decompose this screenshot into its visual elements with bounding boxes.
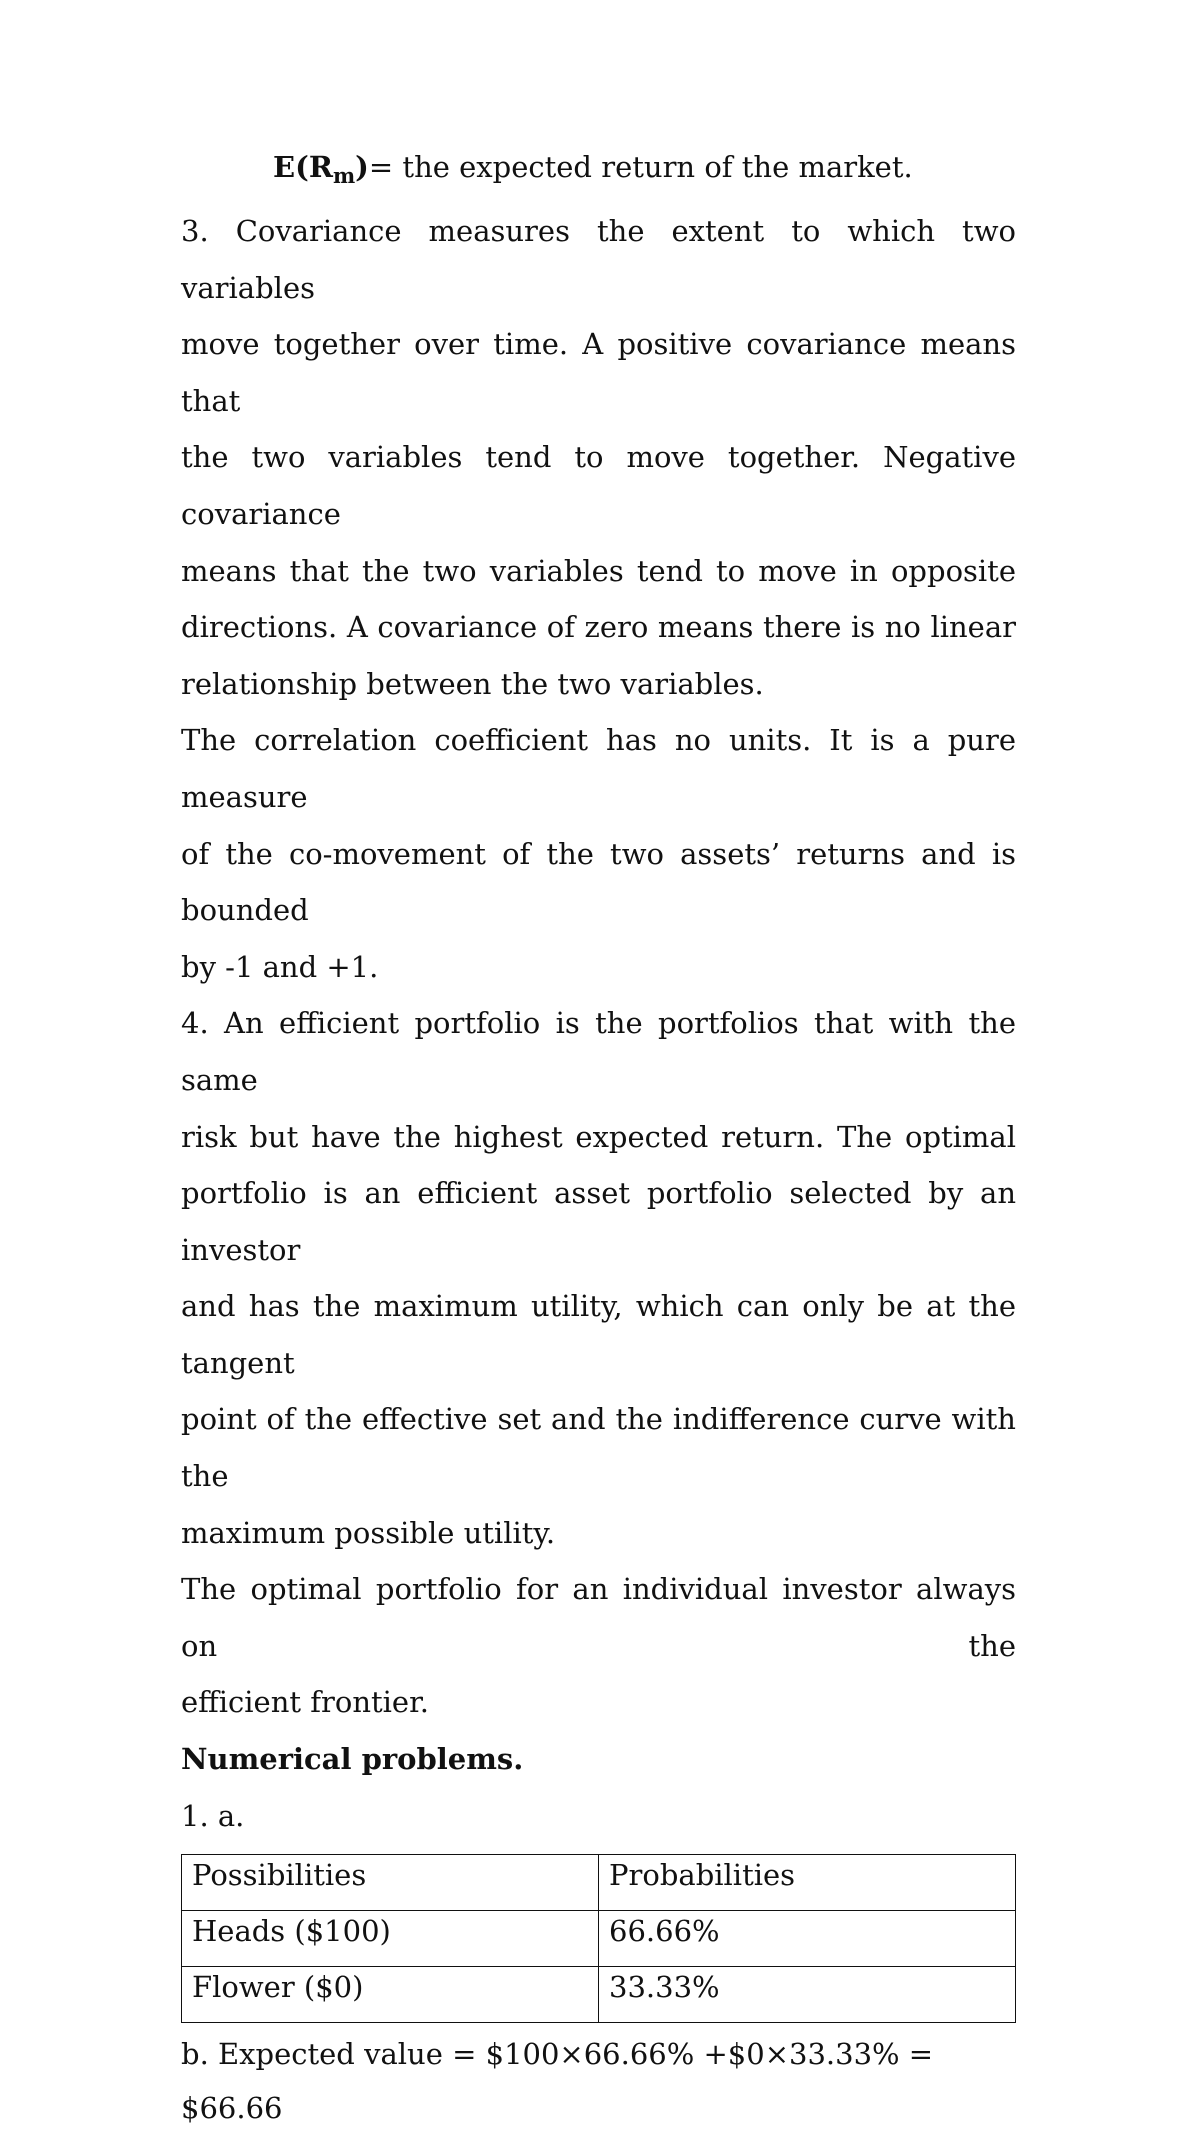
correlation-paragraph xyxy=(181,712,1016,995)
efficient-line: portfolio is an efficient asset portfolio selected by an investor xyxy=(181,1176,1016,1267)
table-header-cell: Possibilities xyxy=(182,1855,599,1911)
correlation-line: of the co-movement of the two assets’ returns and is bounded xyxy=(181,836,1016,928)
efficient-line: 4. An efficient portfolio is the portfolios that with the same xyxy=(181,1006,1016,1097)
formula-suffix: ) xyxy=(355,150,369,184)
efficient-line: and has the maximum utility, which can only be at the tangent xyxy=(181,1289,1016,1380)
probability-table xyxy=(181,1854,1016,2023)
efficient-line: maximum possible utility. xyxy=(181,1515,556,1550)
optimal-portfolio-paragraph xyxy=(181,1561,1016,1731)
correlation-line: by -1 and +1. xyxy=(181,949,379,984)
optimal-line: The optimal portfolio for an individual investor always on the xyxy=(181,1572,1016,1663)
covariance-line: 3. Covariance measures the extent to which two variables xyxy=(181,214,1016,305)
covariance-line: directions. A covariance of zero means there is no linear xyxy=(181,610,1016,645)
covariance-line: relationship between the two variables. xyxy=(181,666,764,701)
formula-subscript: m xyxy=(332,163,356,188)
table-row xyxy=(182,1967,1016,2023)
formula-symbol: R xyxy=(308,150,333,184)
efficient-line: risk but have the highest expected return. The optimal xyxy=(181,1119,1016,1154)
covariance-paragraph xyxy=(181,203,1016,712)
document-page xyxy=(181,140,1016,2135)
table-header-cell: Probabilities xyxy=(599,1855,1016,1911)
correlation-line: The correlation coefficient has no units. It is a pure measure xyxy=(181,723,1016,814)
table-row xyxy=(182,1911,1016,1967)
table-cell: 33.33% xyxy=(599,1967,1016,2023)
table-header-row xyxy=(182,1855,1016,1911)
problem-label: 1. a. xyxy=(181,1798,245,1833)
efficient-line: point of the effective set and the indifference curve with the xyxy=(181,1402,1016,1494)
table-cell: Flower ($0) xyxy=(182,1967,599,2023)
section-heading: Numerical problems. xyxy=(181,1742,524,1777)
market-return-formula xyxy=(181,140,1016,203)
formula-description: = the expected return of the market. xyxy=(368,150,913,184)
table-cell: 66.66% xyxy=(599,1911,1016,1967)
efficient-portfolio-paragraph xyxy=(181,995,1016,1561)
optimal-line: efficient frontier. xyxy=(181,1685,429,1720)
expected-value-line: b. Expected value = $100×66.66% +$0×33.33% = $66.66 xyxy=(181,2037,934,2126)
table-cell: Heads ($100) xyxy=(182,1911,599,1967)
formula-prefix: E( xyxy=(273,150,309,184)
covariance-line: move together over time. A positive covariance means that xyxy=(181,327,1016,418)
covariance-line: the two variables tend to move together. Negative covariance xyxy=(181,440,1016,531)
covariance-line: means that the two variables tend to move in opposite xyxy=(181,553,1016,588)
